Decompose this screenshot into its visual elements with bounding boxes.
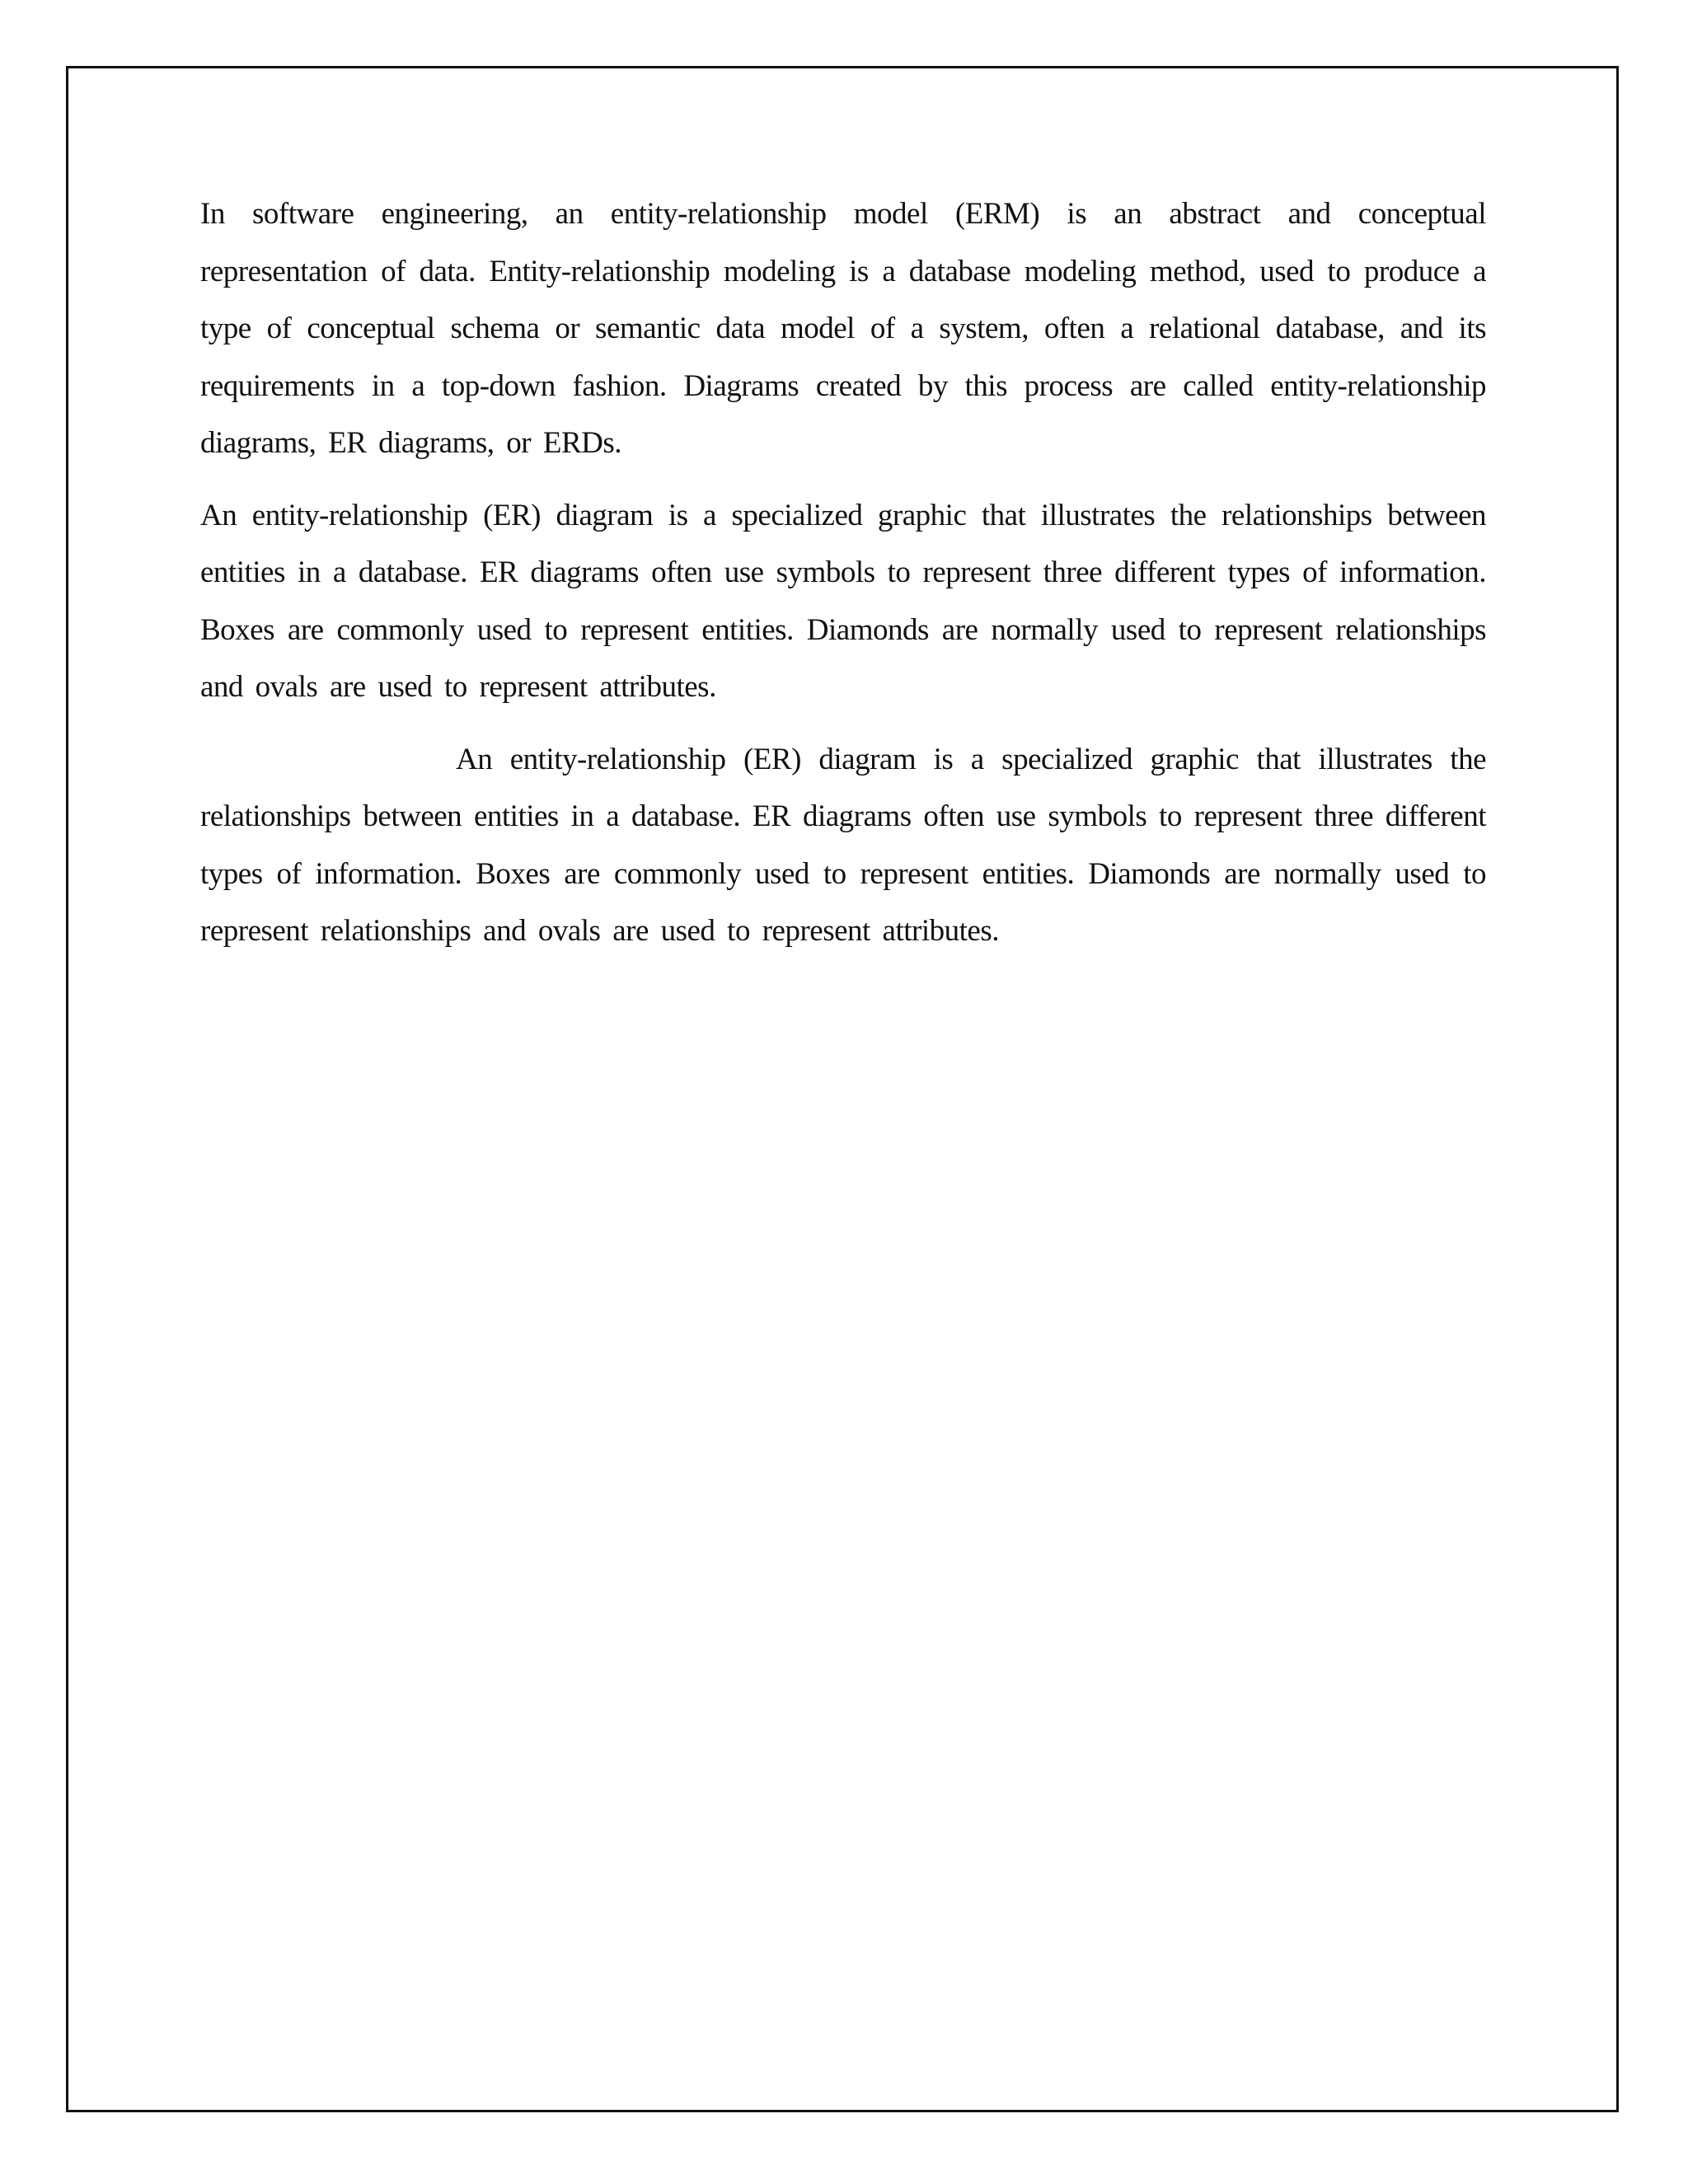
paragraph-er-diagram-indented: An entity-relationship (ER) diagram is a specialized graphic that illustrates the relationships between entities in a database. ER diagrams often use symbols to represent three different types of information. Boxes are commonly used to represent entities. Diamonds are normally used to represent relationships and ovals are used to represent attributes.: [200, 742, 1486, 948]
document-body: [200, 185, 1486, 975]
paragraph-erm-definition: In software engineering, an entity-relationship model (ERM) is an abstract and conceptual representation of data. Entity-relationship modeling is a database modeling method, used to produce a type of conceptual schema or semantic data model of a system, often a relational database, and its requirements in a top-down fashion. Diagrams created by this process are called entity-relationship diagrams, ER diagrams, or ERDs.: [200, 197, 1486, 460]
paragraph-er-diagram: An entity-relationship (ER) diagram is a specialized graphic that illustrates the relationships between entities in a database. ER diagrams often use symbols to represent three different types of information. Boxes are commonly used to represent entities. Diamonds are normally used to represent relationships and ovals are used to represent attributes.: [200, 498, 1486, 704]
